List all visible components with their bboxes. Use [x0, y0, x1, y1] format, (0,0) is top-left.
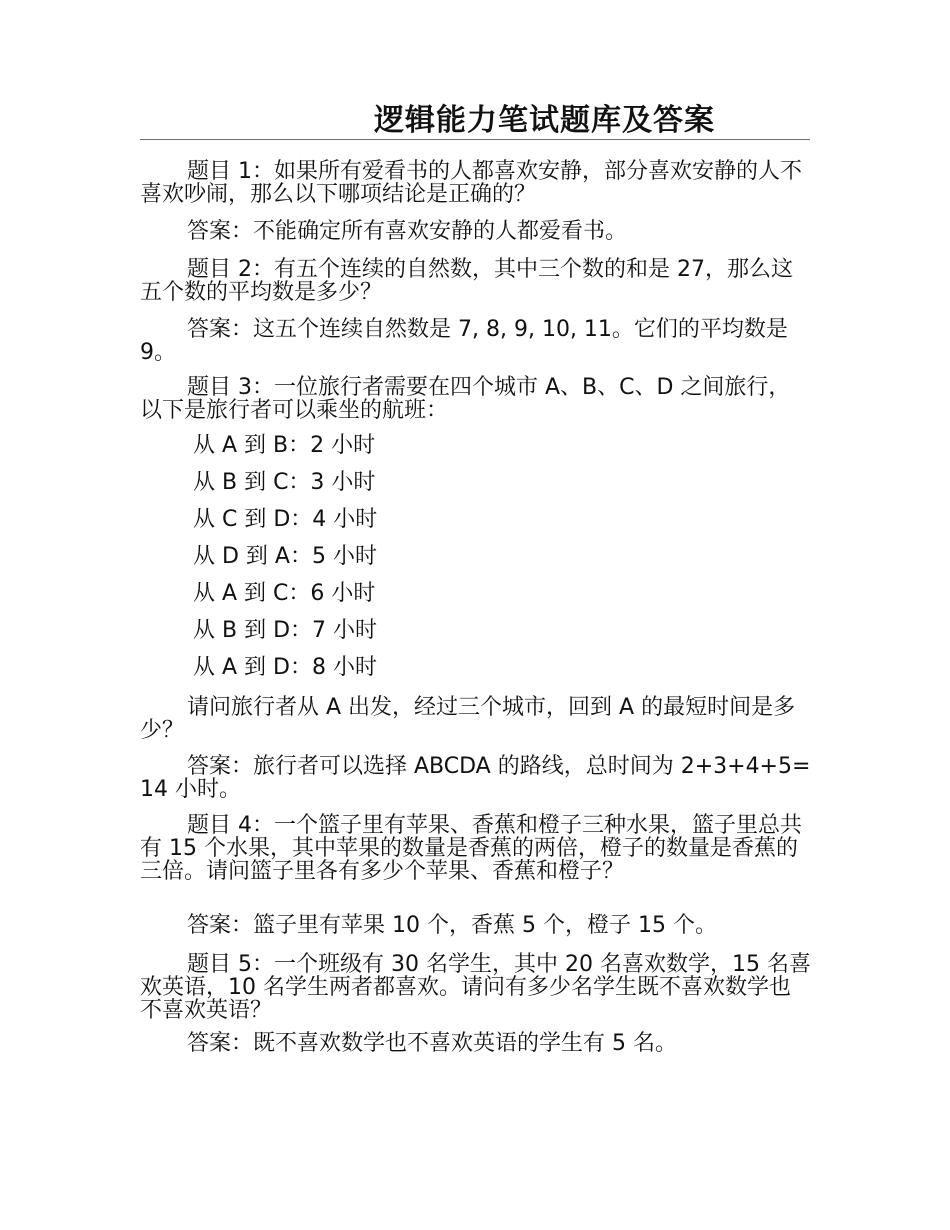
title-underline: [140, 139, 810, 140]
route-item: 从 D 到 A：5 小时: [193, 544, 377, 569]
answer-1: 答案：不能确定所有喜欢安静的人都爱看书。: [187, 219, 628, 244]
route-item: 从 A 到 D：8 小时: [193, 655, 377, 680]
question-3: 题目 3：一位旅行者需要在四个城市 A、B、C、D 之间旅行，以下是旅行者可以乘坐的航班：: [140, 375, 791, 423]
question-5: 题目 5：一个班级有 30 名学生，其中 20 名喜欢数学，15 名喜欢英语，10 名学生两者都喜欢。请问有多少名学生既不喜欢数学也不喜欢英语？: [140, 952, 811, 1023]
route-item: 从 B 到 D：7 小时: [193, 618, 378, 643]
answer-2: 答案：这五个连续自然数是 7, 8, 9, 10, 11。它们的平均数是 9。: [140, 317, 788, 365]
question-1: 题目 1：如果所有爱看书的人都喜欢安静，部分喜欢安静的人不喜欢吵闹，那么以下哪项结论是正确的？: [140, 159, 802, 207]
question-4: 题目 4：一个篮子里有苹果、香蕉和橙子三种水果，篮子里总共有 15 个水果，其中苹果的数量是香蕉的两倍，橙子的数量是香蕉的三倍。请问篮子里各有多少个苹果、香蕉和橙子？: [140, 813, 802, 884]
route-item: 从 A 到 B：2 小时: [193, 433, 376, 458]
question-3-prompt: 请问旅行者从 A 出发，经过三个城市，回到 A 的最短时间是多少？: [140, 695, 796, 743]
route-item: 从 C 到 D：4 小时: [193, 507, 378, 532]
route-item: 从 A 到 C：6 小时: [193, 581, 376, 606]
answer-5: 答案：既不喜欢数学也不喜欢英语的学生有 5 名。: [187, 1031, 677, 1056]
answer-3: 答案：旅行者可以选择 ABCDA 的路线，总时间为 2+3+4+5=14 小时。: [140, 754, 811, 802]
question-2: 题目 2：有五个连续的自然数，其中三个数的和是 27，那么这五个数的平均数是多少？: [140, 257, 793, 305]
answer-4: 答案：篮子里有苹果 10 个，香蕉 5 个，橙子 15 个。: [187, 913, 717, 938]
document-title: 逻辑能力笔试题库及答案: [374, 103, 715, 138]
route-item: 从 B 到 C：3 小时: [193, 470, 376, 495]
